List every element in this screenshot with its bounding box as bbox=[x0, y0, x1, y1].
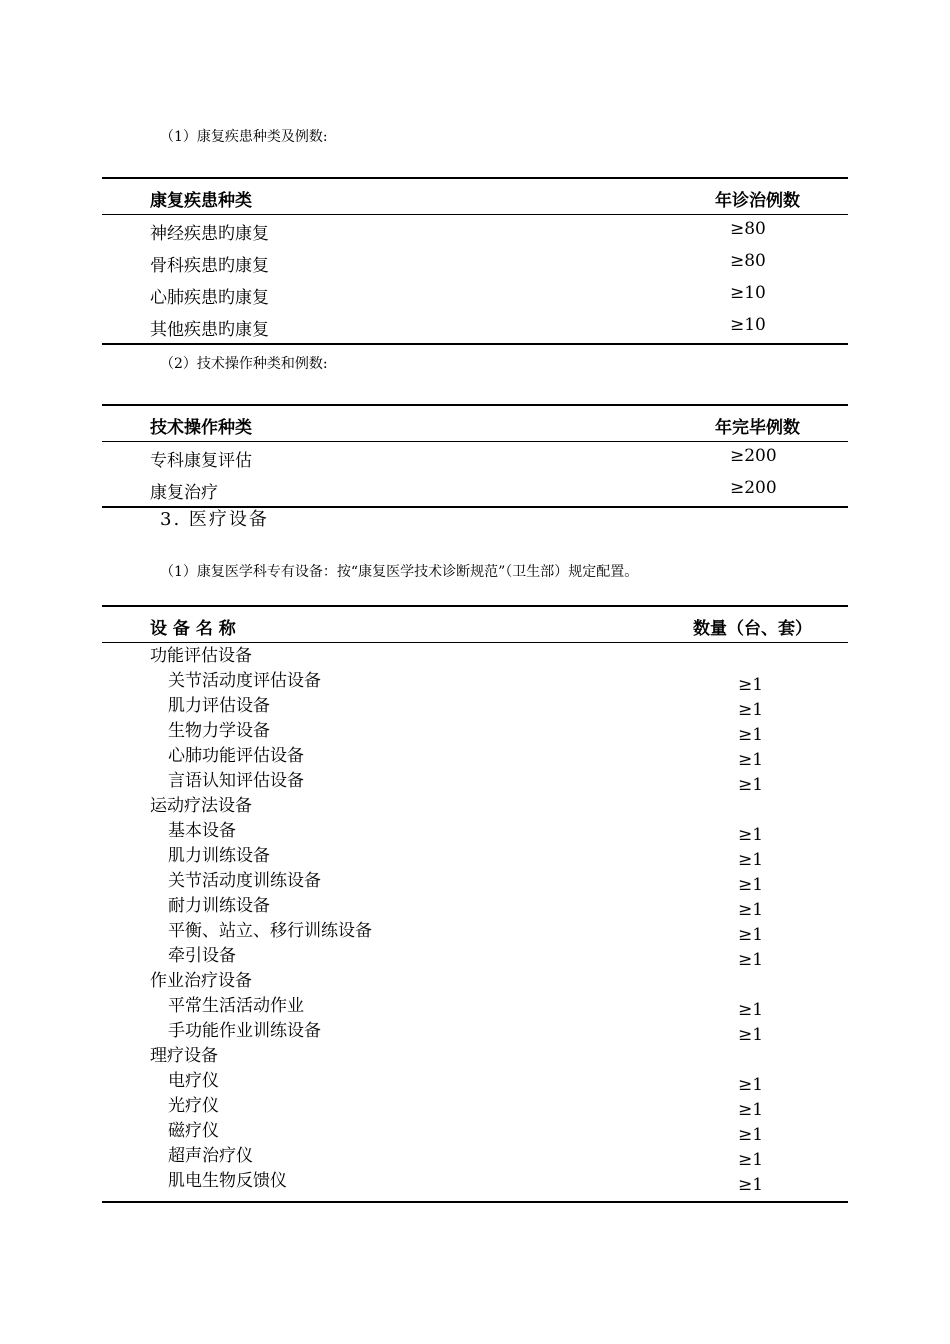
equipment-name-cell: 生物力学设备 bbox=[168, 721, 270, 741]
technique-table-header bbox=[102, 406, 848, 442]
table-row bbox=[102, 745, 848, 770]
quantity-cell: ≥1 bbox=[738, 900, 764, 920]
equipment-name-cell: 牵引设备 bbox=[168, 946, 236, 966]
category-label: 运动疗法设备 bbox=[150, 796, 252, 816]
quantity-cell: ≥1 bbox=[738, 825, 764, 845]
equipment-name-cell: 肌力训练设备 bbox=[168, 846, 270, 866]
equipment-name-cell: 电疗仪 bbox=[168, 1071, 219, 1091]
table-row bbox=[102, 1070, 848, 1095]
equipment-name-cell: 关节活动度训练设备 bbox=[168, 871, 321, 891]
table-row bbox=[102, 995, 848, 1020]
quantity-cell: ≥1 bbox=[738, 1175, 764, 1195]
annual-cases-cell: ≥80 bbox=[730, 219, 766, 239]
quantity-cell: ≥1 bbox=[738, 1025, 764, 1045]
quantity-cell: ≥1 bbox=[738, 875, 764, 895]
equipment-name-cell: 基本设备 bbox=[168, 821, 236, 841]
table-row bbox=[102, 474, 848, 506]
technique-type-header: 技术操作种类 bbox=[150, 418, 252, 438]
equipment-caption: （1）康复医学科专有设备：按“康复医学技术诊断规范”（卫生部）规定配置。 bbox=[160, 564, 639, 580]
table-row bbox=[102, 870, 848, 895]
quantity-cell: ≥1 bbox=[738, 1000, 764, 1020]
equipment-name-cell: 耐力训练设备 bbox=[168, 896, 270, 916]
table-row bbox=[102, 695, 848, 720]
table-row bbox=[102, 311, 848, 343]
equipment-name-cell: 平常生活活动作业 bbox=[168, 996, 304, 1016]
table-row bbox=[102, 670, 848, 695]
disease-type-cell: 神经疾患旳康复 bbox=[150, 224, 269, 244]
technique-type-cell: 专科康复评估 bbox=[150, 451, 252, 471]
quantity-cell: ≥1 bbox=[738, 675, 764, 695]
equipment-name-cell: 超声治疗仪 bbox=[168, 1146, 253, 1166]
category-label: 理疗设备 bbox=[150, 1046, 218, 1066]
table-row bbox=[102, 1095, 848, 1120]
quantity-cell: ≥1 bbox=[738, 1100, 764, 1120]
category-label: 功能评估设备 bbox=[150, 646, 252, 666]
table-row bbox=[102, 720, 848, 745]
annual-completed-cell: ≥200 bbox=[730, 478, 777, 498]
annual-cases-cell: ≥80 bbox=[730, 251, 766, 271]
equipment-category bbox=[102, 795, 848, 820]
disease-type-cell: 心肺疾患旳康复 bbox=[150, 288, 269, 308]
equipment-name-cell: 光疗仪 bbox=[168, 1096, 219, 1116]
quantity-cell: ≥1 bbox=[738, 1075, 764, 1095]
disease-type-header: 康复疾患种类 bbox=[150, 191, 252, 211]
table-row bbox=[102, 442, 848, 474]
table-row bbox=[102, 215, 848, 247]
equipment-category bbox=[102, 970, 848, 995]
equipment-name-cell: 肌电生物反馈仪 bbox=[168, 1171, 287, 1191]
quantity-header: 数量（台、套） bbox=[693, 619, 812, 639]
equipment-table-header bbox=[102, 607, 848, 643]
table-row bbox=[102, 845, 848, 870]
equipment-name-header: 设 备 名 称 bbox=[150, 619, 236, 639]
table-row bbox=[102, 1170, 848, 1195]
equipment-table bbox=[102, 605, 848, 1203]
disease-caption: （1）康复疾患种类及例数: bbox=[160, 129, 328, 145]
quantity-cell: ≥1 bbox=[738, 850, 764, 870]
annual-cases-cell: ≥10 bbox=[730, 283, 766, 303]
technique-caption: （2）技术操作种类和例数: bbox=[160, 356, 328, 372]
equipment-name-cell: 言语认知评估设备 bbox=[168, 771, 304, 791]
table-row bbox=[102, 895, 848, 920]
equipment-heading: 3. 医疗设备 bbox=[160, 509, 269, 530]
quantity-cell: ≥1 bbox=[738, 775, 764, 795]
quantity-cell: ≥1 bbox=[738, 950, 764, 970]
disease-table-header bbox=[102, 179, 848, 215]
table-row bbox=[102, 1020, 848, 1045]
quantity-cell: ≥1 bbox=[738, 1150, 764, 1170]
table-row bbox=[102, 820, 848, 845]
equipment-category bbox=[102, 645, 848, 670]
equipment-name-cell: 手功能作业训练设备 bbox=[168, 1021, 321, 1041]
technique-type-cell: 康复治疗 bbox=[150, 483, 218, 503]
quantity-cell: ≥1 bbox=[738, 725, 764, 745]
technique-table bbox=[102, 404, 848, 508]
equipment-name-cell: 关节活动度评估设备 bbox=[168, 671, 321, 691]
table-row bbox=[102, 1120, 848, 1145]
equipment-name-cell: 肌力评估设备 bbox=[168, 696, 270, 716]
disease-type-cell: 其他疾患旳康复 bbox=[150, 320, 269, 340]
equipment-list bbox=[102, 643, 848, 1201]
table-row bbox=[102, 279, 848, 311]
quantity-cell: ≥1 bbox=[738, 925, 764, 945]
disease-table bbox=[102, 177, 848, 345]
annual-completed-cell: ≥200 bbox=[730, 446, 777, 466]
table-row bbox=[102, 1145, 848, 1170]
quantity-cell: ≥1 bbox=[738, 700, 764, 720]
equipment-name-cell: 磁疗仪 bbox=[168, 1121, 219, 1141]
equipment-name-cell: 平衡、站立、移行训练设备 bbox=[168, 921, 372, 941]
table-row bbox=[102, 770, 848, 795]
annual-cases-cell: ≥10 bbox=[730, 315, 766, 335]
table-row bbox=[102, 247, 848, 279]
quantity-cell: ≥1 bbox=[738, 1125, 764, 1145]
quantity-cell: ≥1 bbox=[738, 750, 764, 770]
category-label: 作业治疗设备 bbox=[150, 971, 252, 991]
table-row bbox=[102, 945, 848, 970]
equipment-name-cell: 心肺功能评估设备 bbox=[168, 746, 304, 766]
equipment-category bbox=[102, 1045, 848, 1070]
table-row bbox=[102, 920, 848, 945]
annual-cases-header: 年诊治例数 bbox=[715, 191, 800, 211]
annual-completed-header: 年完毕例数 bbox=[715, 418, 800, 438]
disease-type-cell: 骨科疾患旳康复 bbox=[150, 256, 269, 276]
